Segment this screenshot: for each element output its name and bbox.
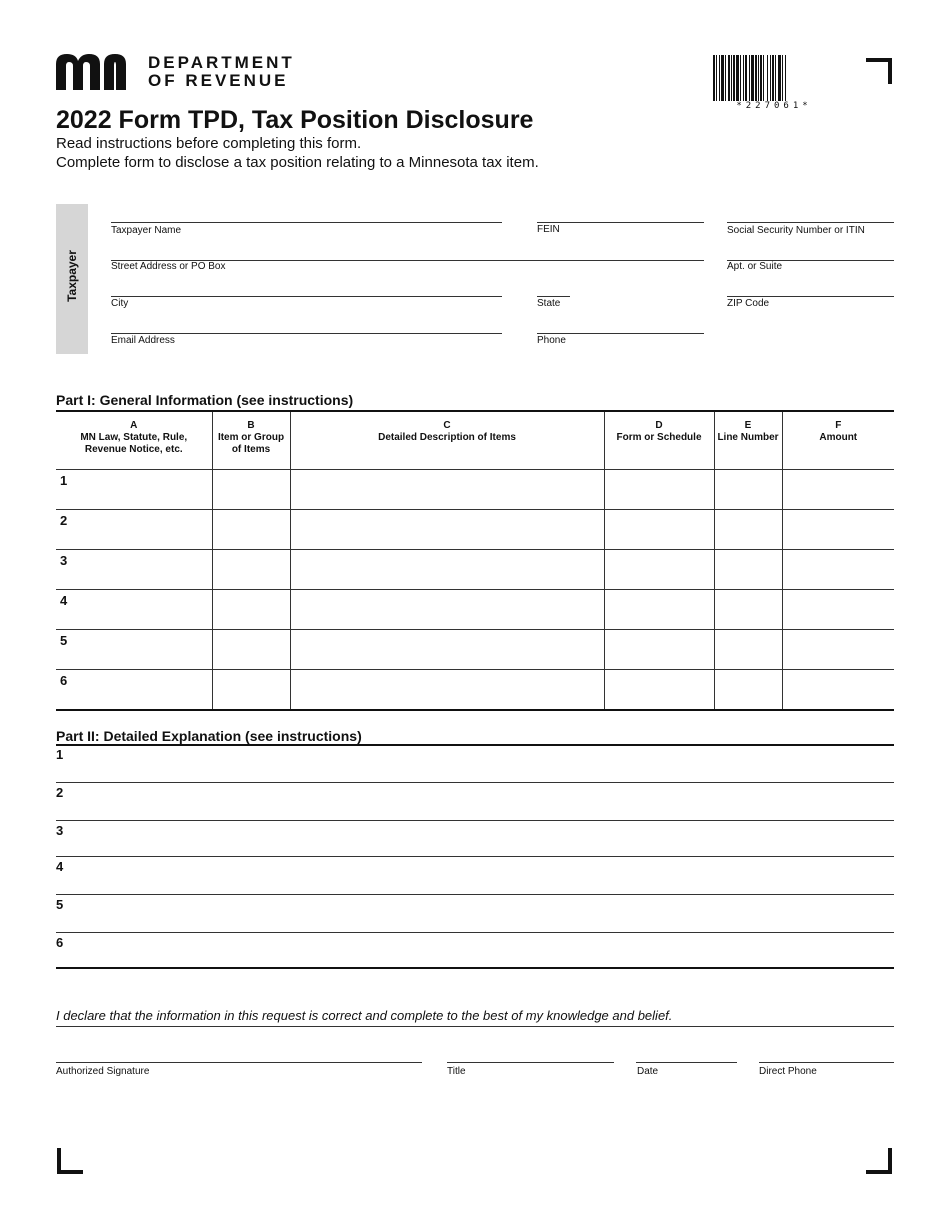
instructions-line-2: Complete form to disclose a tax position relating to a Minnesota tax item. [56,154,539,171]
logo-line-2: OF REVENUE [148,71,289,90]
taxpayer-section-tab [56,204,88,354]
taxpayer-name-field[interactable] [111,222,502,223]
item-group-cell[interactable] [212,630,290,670]
col-e-label-1: Line Number [717,432,779,443]
description-cell[interactable] [290,470,604,510]
line-number-cell[interactable] [714,630,782,670]
form-schedule-cell[interactable] [604,470,714,510]
row-number[interactable]: 4 [56,590,212,630]
title-field[interactable] [447,1062,614,1063]
col-f-letter: F [835,420,842,431]
table-row [56,590,894,630]
row-number[interactable]: 2 [56,510,212,550]
form-schedule-cell[interactable] [604,590,714,630]
table-row [56,630,894,670]
row-number: 6 [56,935,64,950]
apt-suite-label: Apt. or Suite [727,261,783,272]
declaration-rule [56,1026,894,1027]
row-number: 2 [56,785,64,800]
form-title: 2022 Form TPD, Tax Position Disclosure [56,106,534,134]
declaration-text: I declare that the information in this request is correct and complete to the best of my knowledge and belief. [56,1008,673,1023]
table-row [56,550,894,590]
title-label: Title [447,1066,466,1077]
amount-cell[interactable] [782,550,894,590]
col-a-letter: A [130,420,138,431]
logo-line-1: DEPARTMENT [148,53,295,72]
col-f-header [782,411,894,470]
item-group-cell[interactable] [212,550,290,590]
form-schedule-cell[interactable] [604,510,714,550]
direct-phone-field[interactable] [759,1062,894,1063]
amount-cell[interactable] [782,670,894,711]
item-group-cell[interactable] [212,590,290,630]
date-field[interactable] [636,1062,737,1063]
ssn-label: Social Security Number or ITIN [727,225,865,236]
line-number-cell[interactable] [714,590,782,630]
logo-wordmark [148,54,295,90]
col-b-label-1: Item or Group [217,432,285,443]
row-number[interactable]: 5 [56,630,212,670]
col-f-label-1: Amount [819,432,858,443]
state-label: State [537,298,561,309]
row-number[interactable]: 3 [56,550,212,590]
amount-cell[interactable] [782,630,894,670]
col-a-label-2: Revenue Notice, etc. [84,444,183,455]
row-number[interactable]: 6 [56,670,212,711]
description-cell[interactable] [290,510,604,550]
email-address-field[interactable] [111,333,502,334]
line-number-cell[interactable] [714,550,782,590]
fein-label: FEIN [537,224,560,235]
description-cell[interactable] [290,670,604,711]
row-number: 4 [56,859,64,874]
form-schedule-cell[interactable] [604,630,714,670]
col-c-letter: C [443,420,451,431]
explanation-row[interactable] [56,895,894,933]
part1-header-row [56,411,894,470]
col-a-header [56,411,212,470]
row-number[interactable]: 1 [56,470,212,510]
col-b-label-2: of Items [231,444,271,455]
direct-phone-label: Direct Phone [759,1066,817,1077]
col-e-header [714,411,782,470]
col-a-label-1: MN Law, Statute, Rule, [80,432,188,443]
explanation-row[interactable] [56,821,894,857]
col-e-letter: E [744,420,752,431]
description-cell[interactable] [290,550,604,590]
explanation-row[interactable] [56,857,894,895]
table-row [56,670,894,711]
phone-label: Phone [537,335,566,346]
description-cell[interactable] [290,630,604,670]
line-number-cell[interactable] [714,470,782,510]
col-b-header [212,411,290,470]
item-group-cell[interactable] [212,670,290,711]
description-cell[interactable] [290,590,604,630]
email-address-label: Email Address [111,335,175,346]
col-d-letter: D [655,420,663,431]
state-field[interactable] [537,296,570,297]
col-d-label-1: Form or Schedule [616,432,702,443]
city-field[interactable] [111,296,502,297]
explanation-row[interactable] [56,933,894,969]
phone-field[interactable] [537,333,704,334]
corner-mark-bottom-right [866,1148,892,1174]
part1-heading: Part I: General Information (see instructions) [56,392,354,408]
zip-code-field[interactable] [727,296,894,297]
barcode-image [713,55,835,101]
item-group-cell[interactable] [212,470,290,510]
part1-table [56,410,894,711]
table-row [56,470,894,510]
mn-revenue-logo [56,54,296,94]
row-number: 5 [56,897,64,912]
taxpayer-name-label: Taxpayer Name [111,225,182,236]
corner-mark-top-right [866,58,892,84]
signature-label: Authorized Signature [56,1066,150,1077]
barcode-number: *227061* [736,101,812,111]
col-c-header [290,411,604,470]
amount-cell[interactable] [782,510,894,550]
form-schedule-cell[interactable] [604,550,714,590]
col-c-label-1: Detailed Description of Items [378,432,516,443]
part2-heading: Part II: Detailed Explanation (see instructions) [56,728,362,744]
row-number: 3 [56,823,64,838]
table-row [56,510,894,550]
street-address-label: Street Address or PO Box [111,261,226,272]
date-label: Date [637,1066,659,1077]
col-d-header [604,411,714,470]
form-schedule-cell[interactable] [604,670,714,711]
taxpayer-section-label: Taxpayer [65,250,79,302]
line-number-cell[interactable] [714,510,782,550]
zip-code-label: ZIP Code [727,298,770,309]
fein-field[interactable] [537,222,704,223]
city-label: City [111,298,129,309]
row-number: 1 [56,747,64,762]
amount-cell[interactable] [782,470,894,510]
ssn-field[interactable] [727,222,894,223]
col-b-letter: B [247,420,255,431]
amount-cell[interactable] [782,590,894,630]
item-group-cell[interactable] [212,510,290,550]
explanation-row[interactable] [56,783,894,821]
corner-mark-bottom-left [57,1148,83,1174]
signature-field[interactable] [56,1062,422,1063]
mn-logo-icon [56,54,136,90]
explanation-row[interactable] [56,745,894,783]
instructions-line-1: Read instructions before completing this form. [56,135,362,152]
line-number-cell[interactable] [714,670,782,711]
